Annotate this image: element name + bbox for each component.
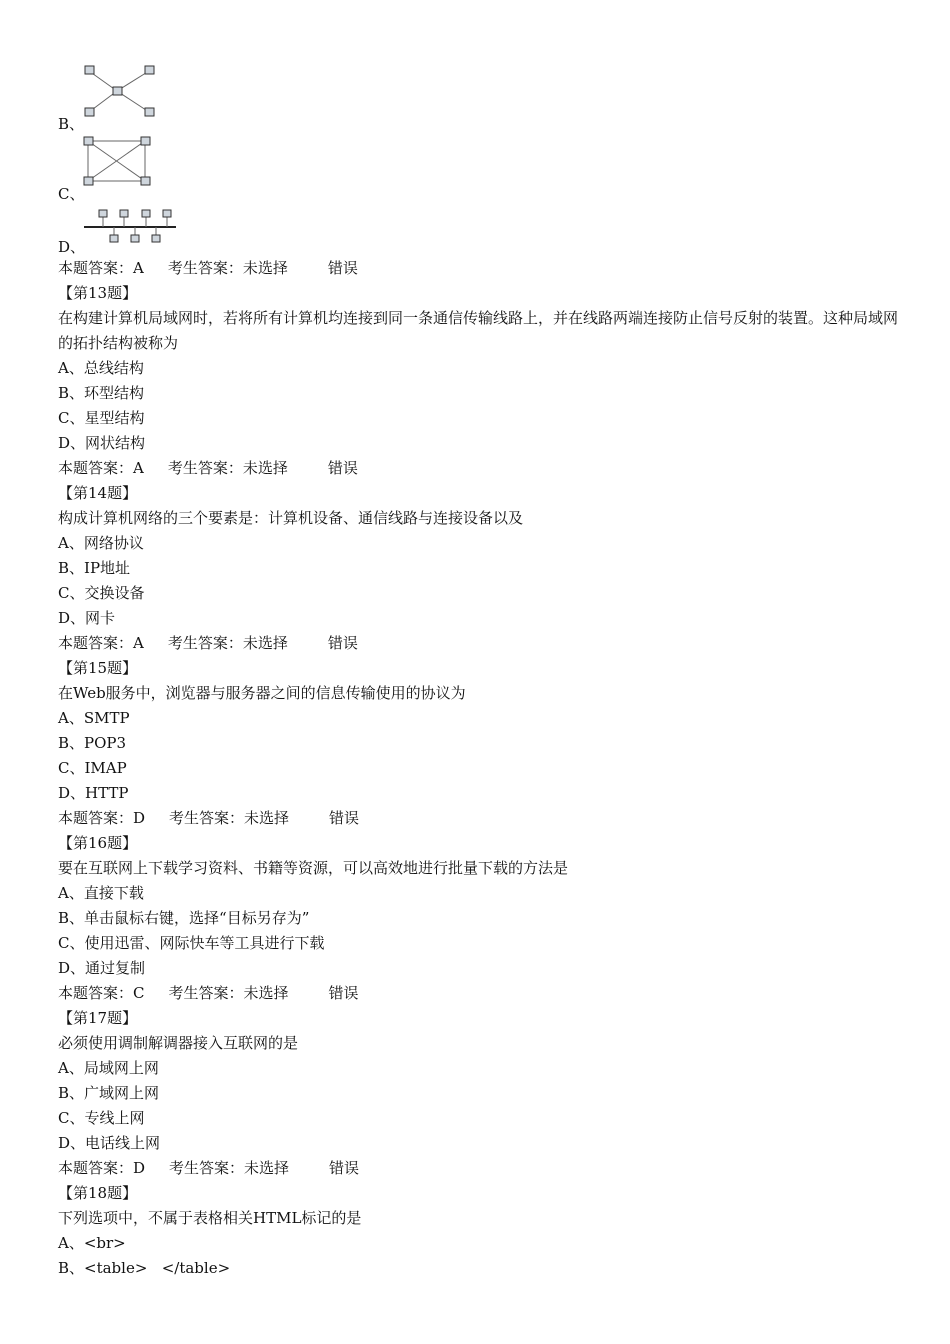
option-a: A、SMTP [58,709,130,727]
question-text: 在构建计算机局域网时，若将所有计算机均连接到同一条通信传输线路上，并在线路两端连接防止信号反射的装置。这种局域网的拓扑结构被称为 [58,309,899,352]
question-text: 构成计算机网络的三个要素是：计算机设备、通信线路与连接设备以及 [58,509,524,527]
option-b: B、单击鼠标右键，选择“目标另存为” [58,909,310,927]
answer-line [58,631,898,656]
standard-answer: 本题答案：A [58,259,144,277]
result-status: 错误 [327,259,358,277]
option-a: A、直接下载 [58,884,144,902]
option-c: C、星型结构 [58,409,145,427]
student-answer: 考生答案：未选择 [167,634,288,652]
answer-line [58,456,898,481]
question-title: 【第16题】 [58,834,138,852]
student-answer: 考生答案：未选择 [169,1159,290,1177]
option-c: C、专线上网 [58,1109,145,1127]
bus-topology-icon [82,208,182,248]
standard-answer: 本题答案：C [58,984,145,1002]
question-text: 要在互联网上下载学习资料、书籍等资源，可以高效地进行批量下载的方法是 [58,859,569,877]
option-d: D、电话线上网 [58,1134,161,1152]
option-d: D、网卡 [58,609,116,627]
option-c: C、使用迅雷、网际快车等工具进行下载 [58,934,325,952]
option-b: B、IP地址 [58,559,131,577]
question-title: 【第17题】 [58,1009,138,1027]
student-answer: 考生答案：未选择 [168,984,289,1002]
option-c: C、IMAP [58,759,127,777]
option-b: B、环型结构 [58,384,145,402]
document-page [58,58,898,1281]
question-title: 【第13题】 [58,284,138,302]
result-status: 错误 [329,809,360,827]
answer-line [58,256,898,281]
option-c-figure [58,133,898,203]
option-b: B、广域网上网 [58,1084,160,1102]
option-a: A、局域网上网 [58,1059,159,1077]
question-text: 下列选项中，不属于表格相关HTML标记的是 [58,1209,362,1227]
standard-answer: 本题答案：A [58,634,144,652]
result-status: 错误 [327,634,358,652]
option-b: B、POP3 [58,734,127,752]
option-b-figure [58,58,898,133]
option-d-figure [58,203,898,256]
answer-line [58,806,898,831]
option-a: A、总线结构 [58,359,144,377]
standard-answer: 本题答案：D [58,1159,146,1177]
standard-answer: 本题答案：A [58,459,144,477]
student-answer: 考生答案：未选择 [167,459,288,477]
student-answer: 考生答案：未选择 [169,809,290,827]
option-d: D、网状结构 [58,434,146,452]
option-label: C、 [58,185,85,203]
question-title: 【第18题】 [58,1184,138,1202]
option-a: A、<br> [58,1234,126,1252]
question-text: 必须使用调制解调器接入互联网的是 [58,1034,299,1052]
result-status: 错误 [328,984,359,1002]
mesh-topology-icon [82,136,158,188]
question-title: 【第14题】 [58,484,138,502]
result-status: 错误 [329,1159,360,1177]
result-status: 错误 [327,459,358,477]
answer-line [58,1156,898,1181]
option-label: D、 [58,238,86,256]
question-title: 【第15题】 [58,659,138,677]
question-text: 在Web服务中，浏览器与服务器之间的信息传输使用的协议为 [58,684,466,702]
student-answer: 考生答案：未选择 [167,259,288,277]
option-c: C、交换设备 [58,584,145,602]
option-d: D、通过复制 [58,959,146,977]
option-d: D、HTTP [58,784,129,802]
option-a: A、网络协议 [58,534,144,552]
star-topology-icon [82,63,162,123]
standard-answer: 本题答案：D [58,809,146,827]
answer-line [58,981,898,1006]
option-label: B、 [58,115,85,133]
option-b: B、<table> </table> [58,1259,231,1277]
